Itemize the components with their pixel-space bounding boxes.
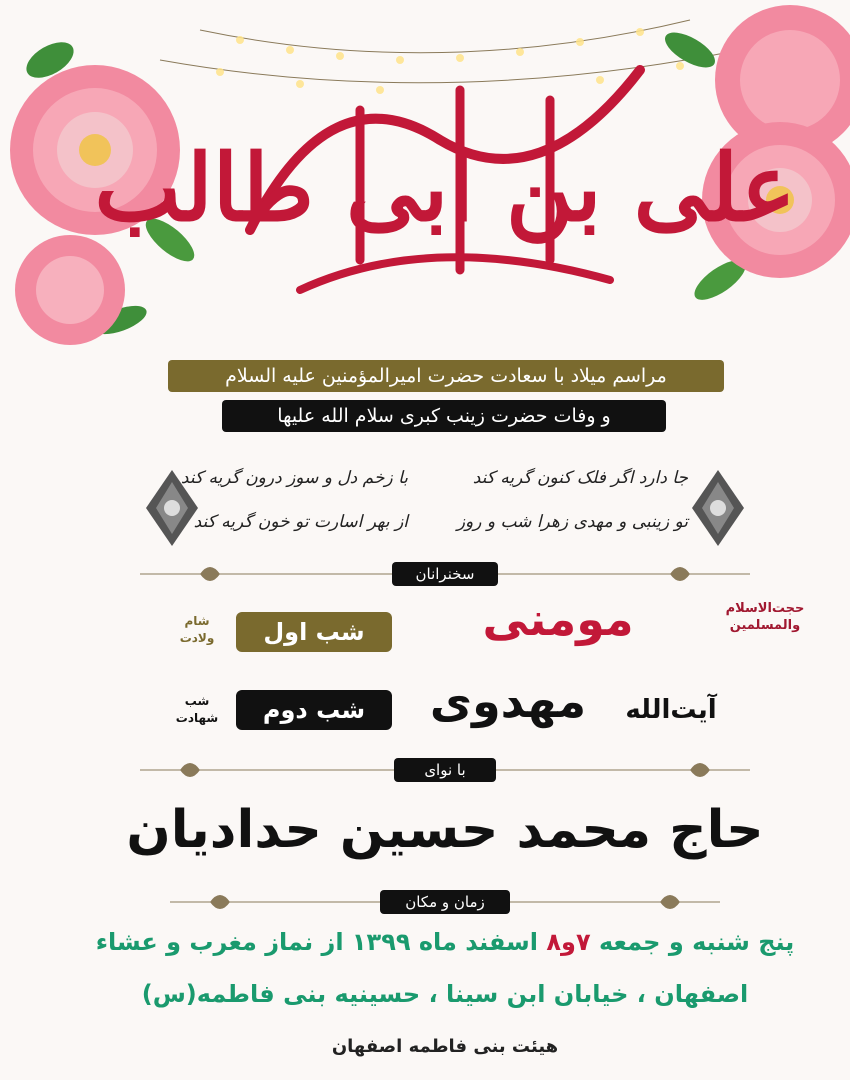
rosette-ornament-right — [690, 468, 746, 548]
poem-line-2-left: از بهر اسارت تو خون گریه کند — [193, 512, 408, 532]
speaker-1-title-line2: والمسلمین — [729, 618, 801, 633]
speaker-1-note-line2: ولادت — [179, 631, 215, 645]
speaker-1-night-badge: شب اول — [236, 612, 392, 652]
calligraphy-text: علی بن ابی طالب — [94, 134, 796, 242]
organizer-name: هیئت بنی فاطمه اصفهان — [331, 1036, 559, 1057]
event-time-part1: پنج شنبه و جمعه — [598, 928, 795, 956]
event-time — [60, 928, 830, 956]
speaker-1-note-line1: شام — [184, 614, 210, 628]
speaker-2-title: آیت‌الله — [625, 695, 717, 725]
speaker-2-name: مهدوی — [429, 674, 587, 728]
speaker-2-note-line2: شهادت — [175, 711, 219, 725]
ali-ibn-abi-talib-calligraphy — [94, 30, 796, 340]
event-title-banner: مراسم میلاد با سعادت حضرت امیرالمؤمنین علیه السلام — [168, 360, 724, 392]
speakers-label: سخنرانان — [392, 562, 498, 586]
speaker-1-name: مومنی — [482, 592, 634, 646]
speaker-1-title-line1: حجت‌الاسلام — [725, 601, 805, 616]
event-subtitle-banner: و وفات حضرت زینب کبری سلام الله علیها — [222, 400, 666, 432]
speaker-2-night-badge: شب دوم — [236, 690, 392, 730]
poem-line-2-right: تو زینبی و مهدی زهرا شب و روز — [456, 512, 688, 532]
event-time-part2: اسفند ماه ۱۳۹۹ از نماز مغرب و عشاء — [95, 928, 539, 956]
poem-line-1-right: جا دارد اگر فلک کنون گریه کند — [472, 468, 688, 488]
time-place-label: زمان و مکان — [380, 890, 510, 914]
event-place: اصفهان ، خیابان ابن سینا ، حسینیه بنی فاطمه(س) — [141, 980, 749, 1008]
singer-name: حاج محمد حسین حدادیان — [126, 800, 764, 860]
singer-label: با نوای — [394, 758, 496, 782]
event-time-days: ۷و۸ — [546, 928, 591, 956]
speaker-2-note-line1: شب — [184, 694, 210, 708]
poem-line-1-left: با زخم دل و سوز درون گریه کند — [180, 468, 408, 488]
